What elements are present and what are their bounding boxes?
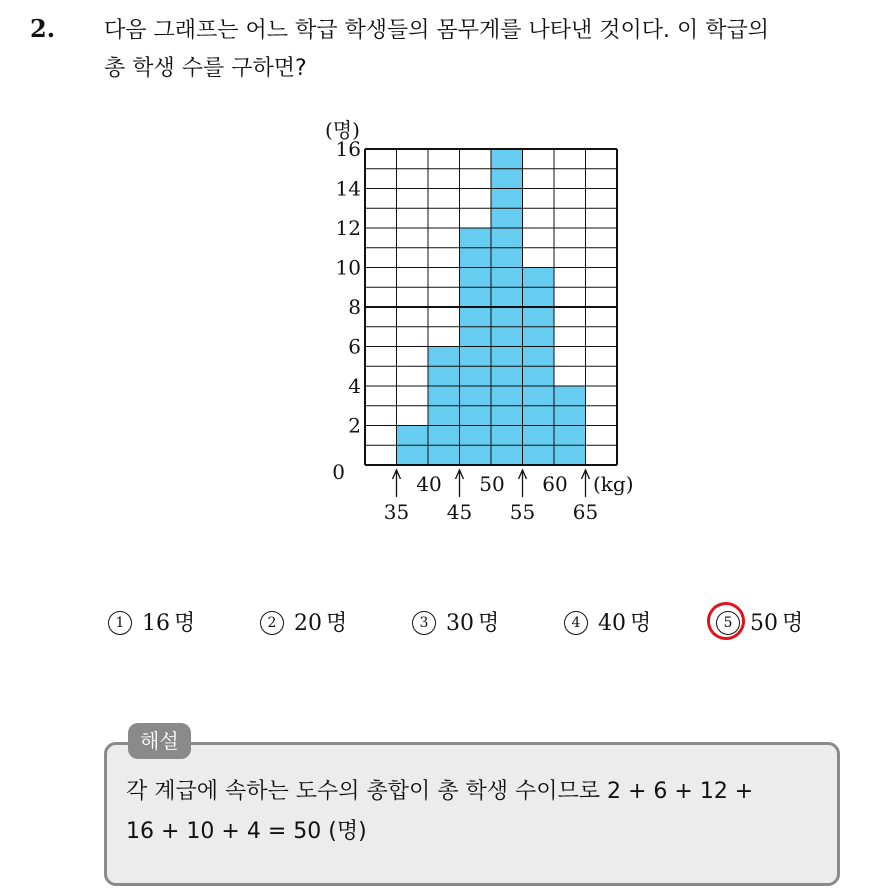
- choice-2-value: 20: [294, 611, 322, 636]
- histogram-chart: [310, 110, 670, 520]
- choice-4-mark: 4: [564, 611, 588, 635]
- choice-5-value: 50: [750, 611, 778, 636]
- question-number: 2.: [30, 14, 56, 43]
- choice-2-unit: 명: [326, 611, 348, 636]
- x-axis-label: (kg): [593, 472, 634, 496]
- answer-circle-mark: [703, 598, 748, 643]
- solution-line-2: 16 + 10 + 4 = 50 (명): [126, 819, 367, 844]
- x-tick-label: 40: [416, 472, 442, 496]
- y-tick-label: 6: [348, 334, 361, 359]
- answer-choices: [0, 600, 884, 644]
- solution-text: [126, 772, 826, 852]
- y-tick-label: 14: [335, 176, 361, 201]
- y-tick-label: 12: [335, 216, 361, 240]
- choice-4[interactable]: [564, 606, 651, 637]
- choice-1-unit: 명: [174, 611, 196, 636]
- question-line-1: 다음 그래프는 어느 학급 학생들의 몸무게를 나타낸 것이다. 이 학급의: [104, 18, 769, 43]
- y-tick-label: 16: [335, 137, 361, 161]
- choice-2[interactable]: [260, 606, 347, 637]
- choice-3[interactable]: [412, 606, 499, 637]
- solution-tag: 해설: [128, 723, 191, 759]
- x-boundary-label: 35: [383, 500, 410, 520]
- y-axis-label: (명): [325, 118, 360, 142]
- x-boundary-label: 45: [446, 500, 473, 520]
- choice-4-unit: 명: [630, 611, 652, 636]
- choice-1-value: 16: [142, 611, 170, 636]
- choice-5-mark: 5: [716, 611, 740, 635]
- x-boundary-label: 65: [572, 500, 599, 520]
- question-line-2: 총 학생 수를 구하면?: [104, 56, 307, 81]
- choice-3-unit: 명: [478, 611, 500, 636]
- y-tick-label: 4: [348, 374, 361, 398]
- choice-1[interactable]: [108, 606, 195, 637]
- x-tick-label: 50: [479, 472, 505, 496]
- choice-5[interactable]: [716, 606, 803, 637]
- y-tick-label: 2: [348, 413, 361, 438]
- x-boundary-label: 55: [509, 500, 536, 520]
- choice-3-mark: 3: [412, 611, 436, 635]
- y-tick-label: 8: [348, 295, 361, 319]
- choice-2-mark: 2: [260, 611, 284, 635]
- choice-5-unit: 명: [782, 611, 804, 636]
- origin-label: 0: [332, 460, 345, 484]
- question-text: [104, 12, 874, 88]
- choice-1-mark: 1: [108, 611, 132, 635]
- x-tick-label: 60: [542, 472, 568, 496]
- solution-line-1: 각 계급에 속하는 도수의 총합이 총 학생 수이므로 2 + 6 + 12 +: [126, 779, 754, 804]
- choice-4-value: 40: [598, 611, 626, 636]
- choice-3-value: 30: [446, 611, 474, 636]
- y-tick-label: 10: [335, 255, 361, 280]
